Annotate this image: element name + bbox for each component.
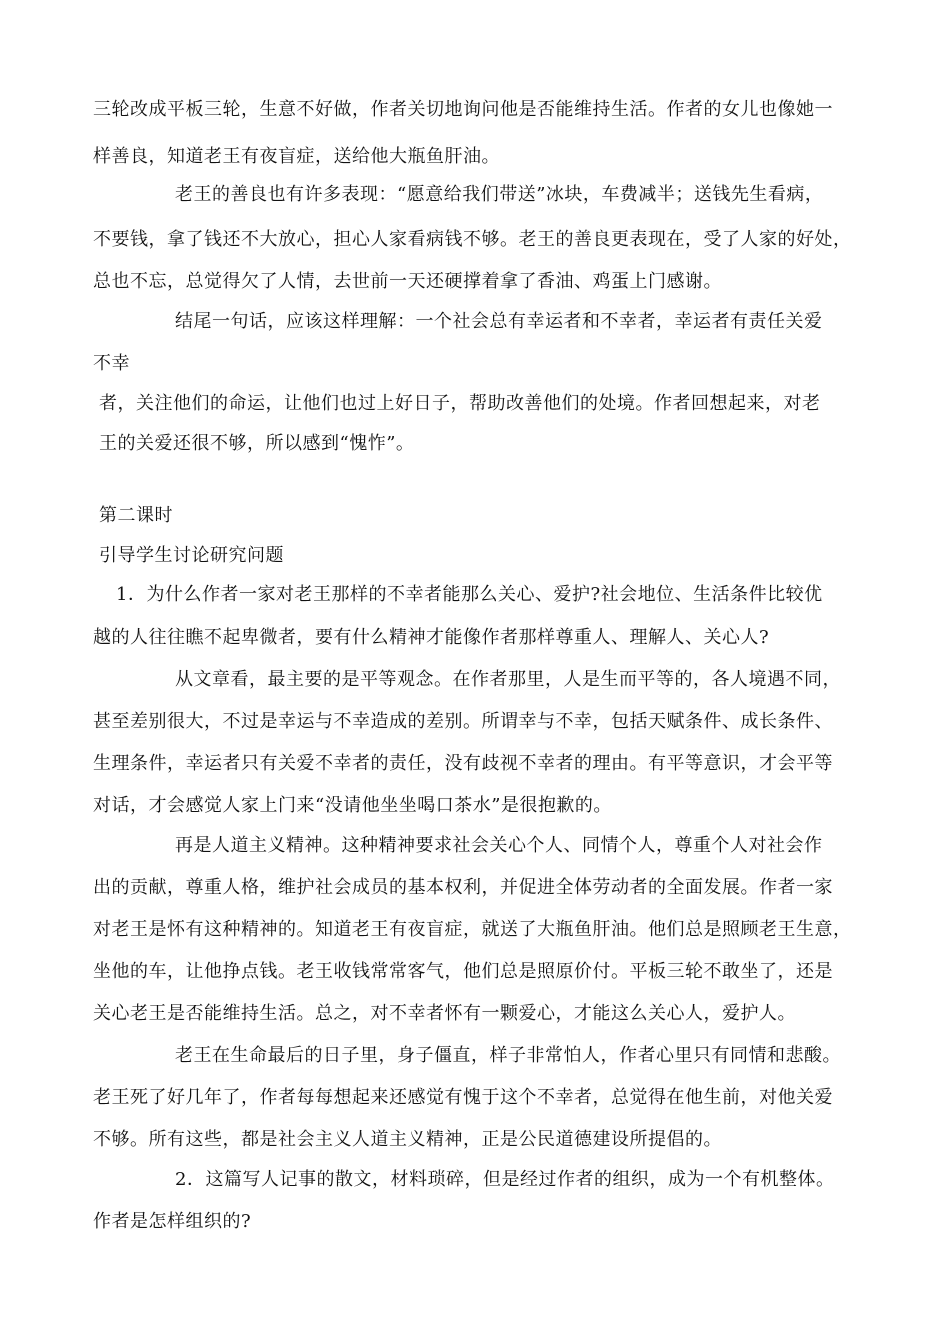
paragraph-line: 坐他的车，让他挣点钱。老王收钱常常客气，他们总是照原价付。平板三轮不敢坐了，还是 [93, 961, 833, 982]
paragraph-line: 再是人道主义精神。这种精神要求社会关心个人、同情个人，尊重个人对社会作 [175, 835, 823, 856]
paragraph-line: 不要钱，拿了钱还不大放心，担心人家看病钱不够。老王的善良更表现在，受了人家的好处， [93, 229, 852, 250]
subsection-heading: 引导学生讨论研究问题 [99, 545, 284, 566]
paragraph-line: 从文章看，最主要的是平等观念。在作者那里，人是生而平等的，各人境遇不同， [175, 669, 841, 690]
paragraph-line: 生理条件，幸运者只有关爱不幸者的责任，没有歧视不幸者的理由。有平等意识，才会平等 [93, 753, 833, 774]
question-line: 2．这篇写人记事的散文，材料琐碎，但是经过作者的组织，成为一个有机整体。 [175, 1169, 835, 1190]
paragraph-line: 王的关爱还很不够，所以感到“愧怍”。 [99, 433, 415, 454]
paragraph-line: 三轮改成平板三轮，生意不好做，作者关切地询问他是否能维持生活。作者的女儿也像她一 [93, 99, 833, 120]
paragraph-line: 样善良，知道老王有夜盲症，送给他大瓶鱼肝油。 [93, 146, 500, 167]
paragraph-line: 出的贡献，尊重人格，维护社会成员的基本权利，并促进全体劳动者的全面发展。作者一家 [93, 877, 833, 898]
paragraph-line: 甚至差别很大，不过是幸运与不幸造成的差别。所谓幸与不幸，包括天赋条件、成长条件、 [93, 711, 833, 732]
paragraph-line: 不幸 [93, 353, 130, 374]
section-heading: 第二课时 [99, 505, 173, 526]
question-line: 1．为什么作者一家对老王那样的不幸者能那么关心、爱护?社会地位、生活条件比较优 [116, 584, 823, 605]
paragraph-line: 对老王是怀有这种精神的。知道老王有夜盲症，就送了大瓶鱼肝油。他们总是照顾老王生意， [93, 919, 852, 940]
paragraph-line: 对话，才会感觉人家上门来“没请他坐坐喝口茶水”是很抱歉的。 [93, 795, 612, 816]
paragraph-line: 老王死了好几年了，作者每每想起来还感觉有愧于这个不幸者，总觉得在他生前，对他关爱 [93, 1087, 833, 1108]
question-line: 越的人往往瞧不起卑微者，要有什么精神才能像作者那样尊重人、理解人、关心人? [93, 627, 770, 648]
paragraph-line: 老王在生命最后的日子里，身子僵直，样子非常怕人，作者心里只有同情和悲酸。 [175, 1045, 841, 1066]
paragraph-line: 关心老王是否能维持生活。总之，对不幸者怀有一颗爱心，才能这么关心人，爱护人。 [93, 1003, 796, 1024]
paragraph-line: 总也不忘，总觉得欠了人情，去世前一天还硬撑着拿了香油、鸡蛋上门感谢。 [93, 271, 722, 292]
question-line: 作者是怎样组织的? [93, 1211, 252, 1232]
paragraph-line: 者，关注他们的命运，让他们也过上好日子，帮助改善他们的处境。作者回想起来，对老 [99, 393, 821, 414]
paragraph-line: 老王的善良也有许多表现：“愿意给我们带送”冰块，车费减半；送钱先生看病， [175, 184, 824, 205]
paragraph-line: 结尾一句话，应该这样理解：一个社会总有幸运者和不幸者，幸运者有责任关爱 [175, 311, 823, 332]
paragraph-line: 不够。所有这些，都是社会主义人道主义精神，正是公民道德建设所提倡的。 [93, 1129, 722, 1150]
